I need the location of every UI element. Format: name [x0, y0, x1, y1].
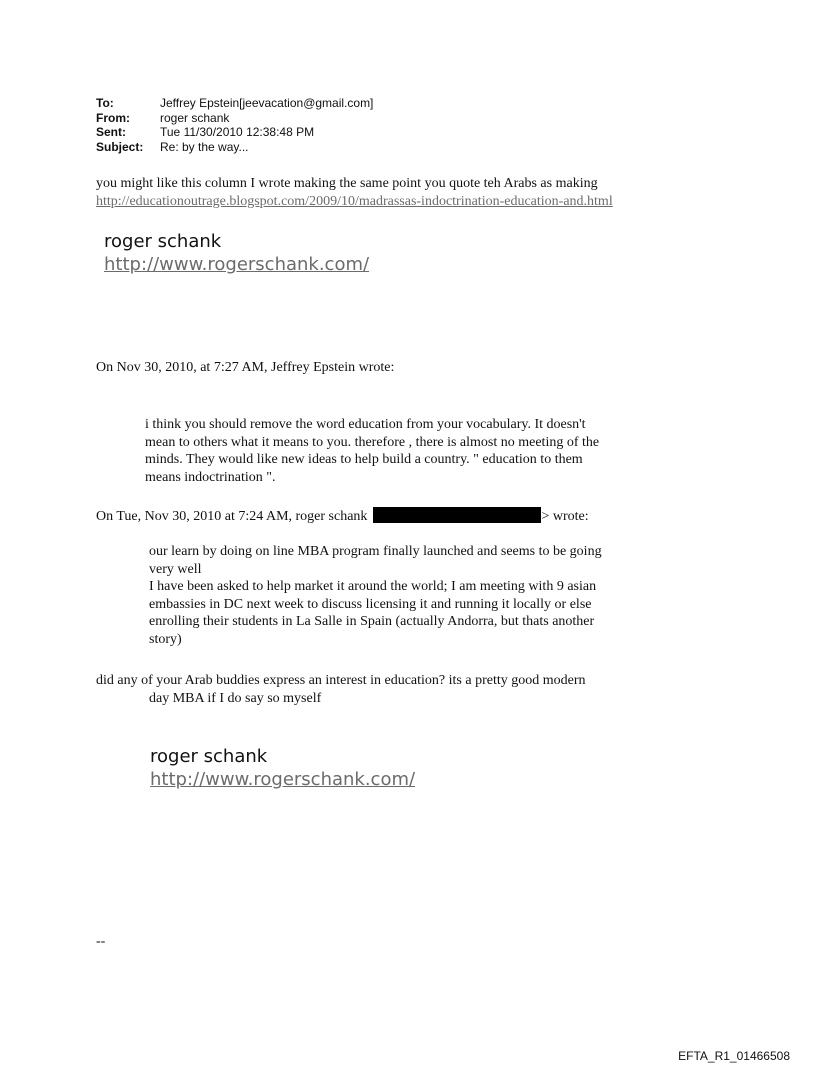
sent-row: [96, 125, 373, 140]
email-header: [96, 96, 373, 154]
document-id: EFTA_R1_01466508: [678, 1049, 790, 1063]
intro-block: [96, 175, 613, 210]
question-line: day MBA if I do say so myself: [149, 690, 322, 706]
quote1-line: i think you should remove the word education from your vocabulary. It doesn't: [145, 417, 586, 432]
quote2-line: embassies in DC next week to discuss licensing it and running it locally or else: [149, 596, 592, 612]
from-label: From:: [96, 110, 130, 125]
signature-name: roger schank: [150, 746, 268, 767]
to-row: [96, 96, 373, 111]
quote2-attrib-end: > wrote:: [541, 509, 589, 524]
quote2-attrib-start: On Tue, Nov 30, 2010 at 7:24 AM, roger schank: [96, 509, 368, 524]
quote1-line: means indoctrination ".: [145, 469, 276, 485]
quote2-line: enrolling their students in La Salle in Spain (actually Andorra, but thats another: [149, 614, 595, 629]
quote2-line: I have been asked to help market it around the world; I am meeting with 9 asian: [149, 579, 597, 594]
signature-2: [150, 745, 415, 791]
to-value: Jeffrey Epstein[jeevacation@gmail.com]: [160, 96, 374, 110]
column-link[interactable]: http://educationoutrage.blogspot.com/2009/10/madrassas-indoctrination-education-and.html: [96, 193, 613, 209]
sent-value: Tue 11/30/2010 12:38:48 PM: [160, 125, 315, 139]
signature-link[interactable]: http://www.rogerschank.com/: [150, 769, 416, 790]
intro-text: you might like this column I wrote making the same point you quote teh Arabs as making: [96, 176, 598, 191]
quote2-line: our learn by doing on line MBA program finally launched and seems to be going: [149, 544, 602, 559]
quote2-line: story): [149, 631, 182, 647]
subject-row: [96, 140, 373, 155]
quote2-attribution: [96, 507, 589, 526]
redaction-bar: [373, 507, 541, 523]
quote1-block: [145, 416, 599, 486]
quote2-line: very well: [149, 561, 202, 577]
subject-value: Re: by the way...: [160, 139, 249, 154]
quote1-attribution: On Nov 30, 2010, at 7:27 AM, Jeffrey Epstein wrote:: [96, 360, 395, 375]
quote2-block: [149, 543, 602, 648]
signature-name: roger schank: [104, 231, 222, 252]
subject-label: Subject:: [96, 139, 144, 154]
signature-separator: --: [96, 934, 106, 949]
question-line: did any of your Arab buddies express an interest in education? its a pretty good modern: [96, 673, 586, 688]
to-label: To:: [96, 96, 114, 110]
signature-link[interactable]: http://www.rogerschank.com/: [104, 254, 370, 275]
question-block: [96, 672, 586, 707]
signature-1: [104, 230, 369, 276]
quote1-line: minds. They would like new ideas to help build a country. " education to them: [145, 452, 583, 467]
from-row: [96, 111, 373, 126]
quote1-line: mean to others what it means to you. therefore , there is almost no meeting of the: [145, 434, 600, 450]
sent-label: Sent:: [96, 125, 126, 139]
from-value: roger schank: [160, 110, 230, 125]
